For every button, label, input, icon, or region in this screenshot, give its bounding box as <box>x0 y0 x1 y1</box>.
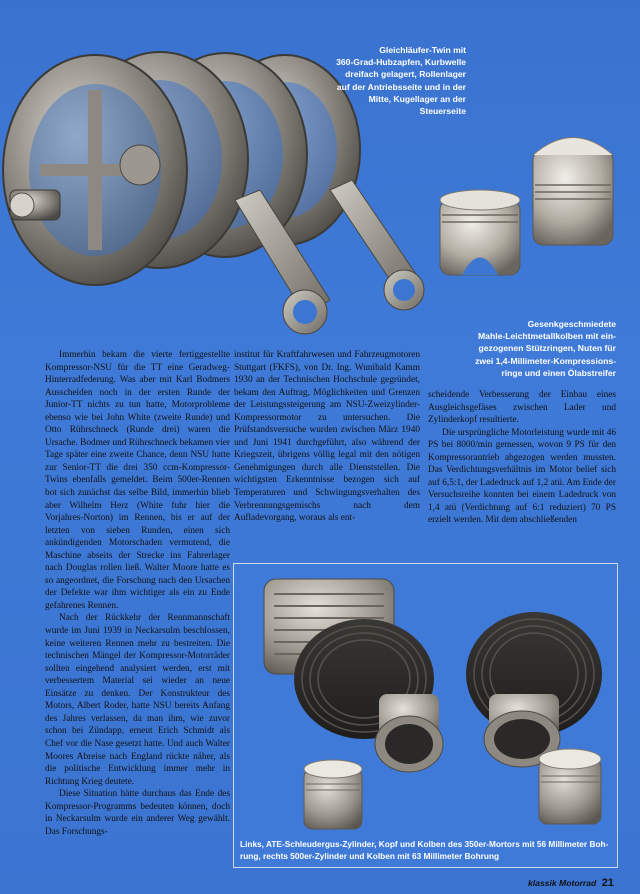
paragraph: scheidende Verbesserung der Einbau eines Ausgleichsgefäses zwischen Lader und Zylinderkopf resultierte. <box>428 390 616 426</box>
crankshaft-caption: Gleichläufer-Twin mit 360-Grad-Hubzapfen, Kurbwelle dreifach gelagert, Rollenlager auf der Antriebsseite und in der Mitte, Kugellager an der Steuerseite <box>336 45 466 117</box>
pistons-caption: Gesenkgeschmiedete Mahle-Leichtmetallkolben mit ein- gezogenen Stützringen, Nuten für zwei 1,4-Millimeter-Kompressions- ringe und einen Ölabstreifer <box>475 319 616 378</box>
paragraph: Nach der Rückkehr der Rennmannschaft wurde im Juni 1939 in Neckarsulm beschlossen, keine weiteren Rennen mehr zu bestreiten. Die technischen Mängel der Kompressor-Motorräder sollten eingehend analysiert werden, erst mit verbessertem Material sei wieder an neue Einsätze zu denken. Der Konstrukteur des Motors, Albert Roder, hatte NSU bereits Anfang des Jahres verlassen, da man ihm, wie zuvor schon bei Zündapp, erneut Erich Schmidt als Chef vor die Nase gesetzt hatte. Und auch Walter Moores Abreise nach England rückte näher, als die politische Entwicklung immer mehr in Richtung Krieg deutete. <box>45 613 230 787</box>
text-column-2 <box>234 349 420 525</box>
page-footer <box>528 877 614 889</box>
paragraph: Die ursprüngliche Motorleistung wurde mit 46 PS bei 8000/min gemessen, wovon 9 PS für den Kompressorantrieb abgezogen werden mussten. Das Verdichtungsverhältnis im Motor belief sich auf 6,5:1, der Ladedruck auf 1,2 atü. Am Ende der Versuchsreihe konnten bei einem Ladedruck von 1,4 atü (Verdichtung auf 6:1 reduziert) 70 PS erzielt werden. Mit dem abschließenden <box>428 427 616 526</box>
cylinders-caption: Links, ATE-Schleudergus-Zylinder, Kopf und Kolben des 350er-Mortors mit 56 Millimeter Boh- rung, rechts 500er-Zylinder und Kolben mit 63 Millimeter Bohrung <box>240 839 609 861</box>
pistons-small <box>304 749 601 829</box>
paragraph: Immerhin bekam die vierte fertiggestellte Kompressor-NSU für die TT eine Geradweg-Hinterradfederung. Was aber mit Karl Bodmers Ausscheiden noch in der ersten Runde der Junior-TT nichts zu tun hatte, Motorprobleme ebenso wie bei John White (zweite Runde) und Otto Rührschneck (Runde drei) waren die Ursache. Bodmer und Rührschneck bekamen vier Tage später eine zweite Chance, denn NSU hatte zur Senior-TT die drei 350 ccm-Kompressor-Twins ebenfalls gemeldet. Beim 500er-Rennen bot sich zunächst das selbe Bild, immerhin blieb aber Wilhelm Herz (White fuhr hier die Vorjahres-Norton) im Rennen, bis er auf der letzten von sieben Runden, einen sich ankündigenden Motorschaden vermutend, die Maschine abseits der Strecke ins Fahrerlager nach Douglas rollen ließ. Walter Moore hatte es so angeordnet, die Forschung nach den Ursachen der Defekte war ihm wichtiger als ein zu Ende gefahrenes Rennen. <box>45 350 230 611</box>
cylinders-photo <box>233 563 618 868</box>
paragraph: institut für Kraftfahrwesen und Fahrzeugmotoren Stuttgart (FKFS), von Dr. Ing. Wunibald Kamm 1930 an der Technischen Hochschule gegründet, bekam den Auftrag, Möglichkeiten und Grenzen der Leistungssteigerung am NSU-Zweizylinder-Kompressormotor zu untersuchen. Die Prüfstandsversuche wurden zwischen März 1940 und Juni 1941 durchgeführt, also während der Kriegszeit, übrigens völlig legal mit den nötigen Genehmigungen durch alle Dienststellen. Die wichtigsten Erkenntnisse bezogen sich auf Temperaturen und Schwingungsverhalten des Verbrennungsgemischs nach dem Aufladevorgang, woraus als ent- <box>234 350 420 524</box>
text-column-3 <box>428 389 616 527</box>
cylinder-500 <box>466 612 602 767</box>
pistons <box>440 138 613 276</box>
paragraph: Diese Situation hätte durchaus das Ende des Kompressor-Programms bedeuten können, doch in Neckarsulm wurde ein anderer Weg gewählt. Das Forschungs- <box>45 789 230 837</box>
cylinder-350 <box>294 619 443 772</box>
page-number: 21 <box>601 877 614 889</box>
magazine-name: klassik Motorrad <box>528 878 597 888</box>
flywheel-discs <box>3 52 360 285</box>
text-column-1 <box>45 349 230 838</box>
